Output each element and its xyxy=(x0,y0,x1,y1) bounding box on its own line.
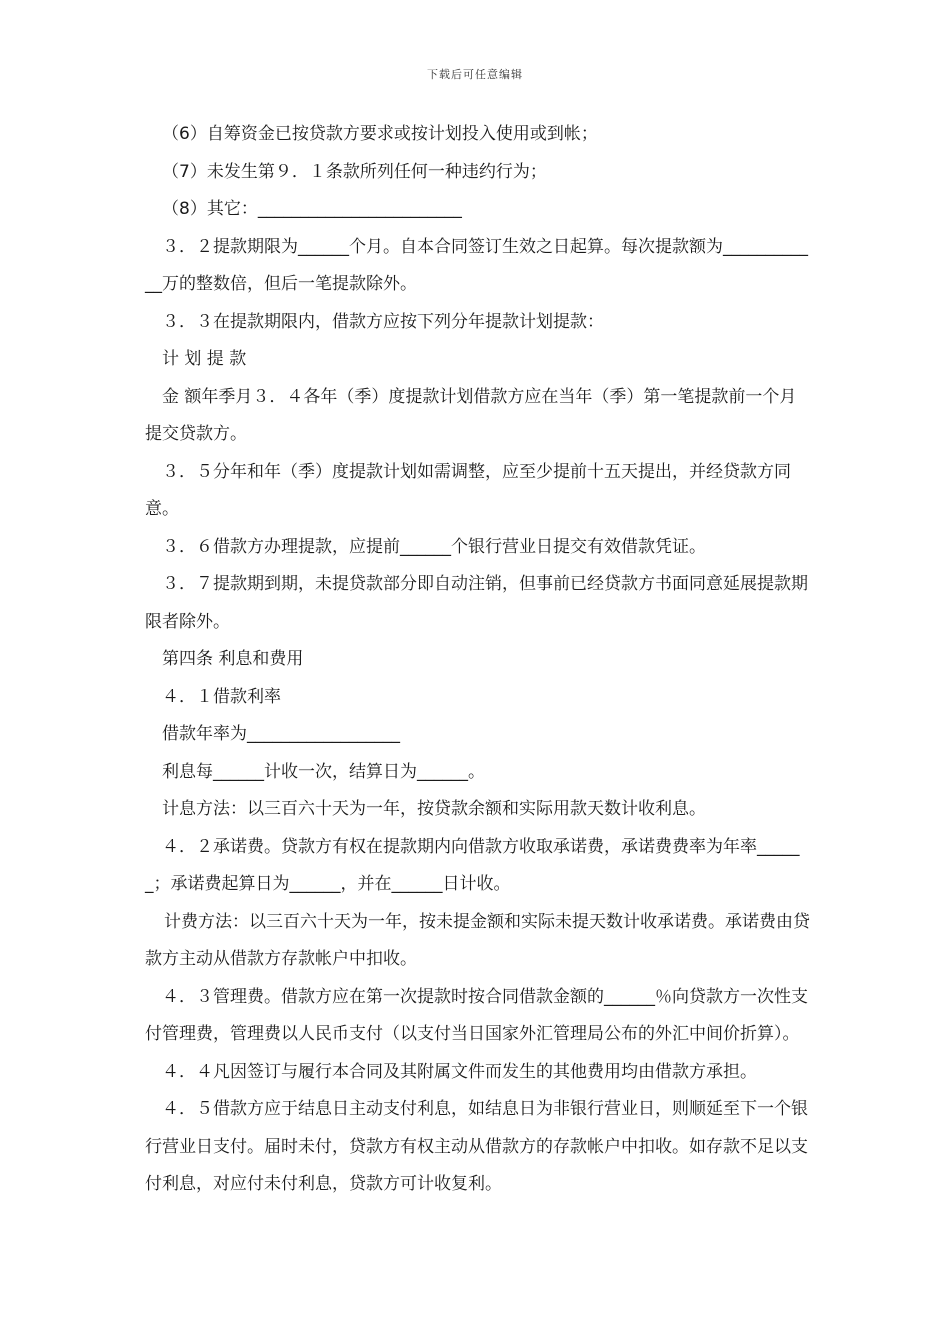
clause-3-6: ３．６借款方办理提款，应提前______个银行营业日提交有效借款凭证。 xyxy=(162,536,706,557)
clause-4-2: ４．２承诺费。贷款方有权在提款期内向借款方收取承诺费，承诺费费率为年率______；承诺费起算日为______，并在______日计收。 xyxy=(145,836,800,894)
commitment-fee-method: 计费方法：以三百六十天为一年，按未提金额和实际未提天数计收承诺费。承诺费由贷款方主动从借款方存款帐户中扣收。 xyxy=(145,911,810,969)
clause-3-1-item-8: （8）其它：________________________ xyxy=(162,199,462,219)
clause-4-3: ４．３管理费。借款方应在第一次提款时按合同借款金额的______％向贷款方一次性支付管理费，管理费以人民币支付（以支付当日国家外汇管理局公布的外汇中间价折算）。 xyxy=(145,986,808,1044)
document-body xyxy=(145,116,810,1204)
clause-3-2: ３．２提款期限为______个月。自本合同签订生效之日起算。每次提款额为____________万的整数倍，但后一笔提款除外。 xyxy=(145,236,808,294)
clause-4-4: ４．４凡因签订与履行本合同及其附属文件而发生的其他费用均由借款方承担。 xyxy=(162,1061,757,1082)
loan-annual-rate: 借款年率为__________________ xyxy=(162,724,400,744)
clause-3-4: 金 额年季月３．４各年（季）度提款计划借款方应在当年（季）第一笔提款前一个月提交贷款方。 xyxy=(145,386,797,444)
article-4-title: 第四条 利息和费用 xyxy=(162,649,304,669)
interest-settlement: 利息每______计收一次，结算日为______。 xyxy=(162,761,485,782)
clause-3-3: ３．３在提款期限内，借款方应按下列分年提款计划提款： xyxy=(162,311,604,332)
interest-method: 计息方法：以三百六十天为一年，按贷款余额和实际用款天数计收利息。 xyxy=(162,799,706,819)
clause-3-1-item-6: （6）自筹资金已按贷款方要求或按计划投入使用或到帐； xyxy=(162,124,598,144)
clause-3-5: ３．５分年和年（季）度提款计划如需调整，应至少提前十五天提出，并经贷款方同意。 xyxy=(145,461,791,519)
clause-3-7: ３．７提款期到期，未提贷款部分即自动注销，但事前已经贷款方书面同意延展提款期限者除外。 xyxy=(145,574,808,632)
clause-4-1: ４．１借款利率 xyxy=(162,686,281,707)
page-header: 下载后可任意编辑 xyxy=(427,68,523,81)
plan-heading: 计 划 提 款 xyxy=(162,349,247,369)
clause-3-1-item-7: （7）未发生第９．１条款所列任何一种违约行为； xyxy=(162,161,547,182)
clause-4-5: ４．５借款方应于结息日主动支付利息，如结息日为非银行营业日，则顺延至下一个银行营业日支付。届时未付，贷款方有权主动从借款方的存款帐户中扣收。如存款不足以支付利息，对应付未付利息，贷款方可计收复利。 xyxy=(145,1099,808,1194)
